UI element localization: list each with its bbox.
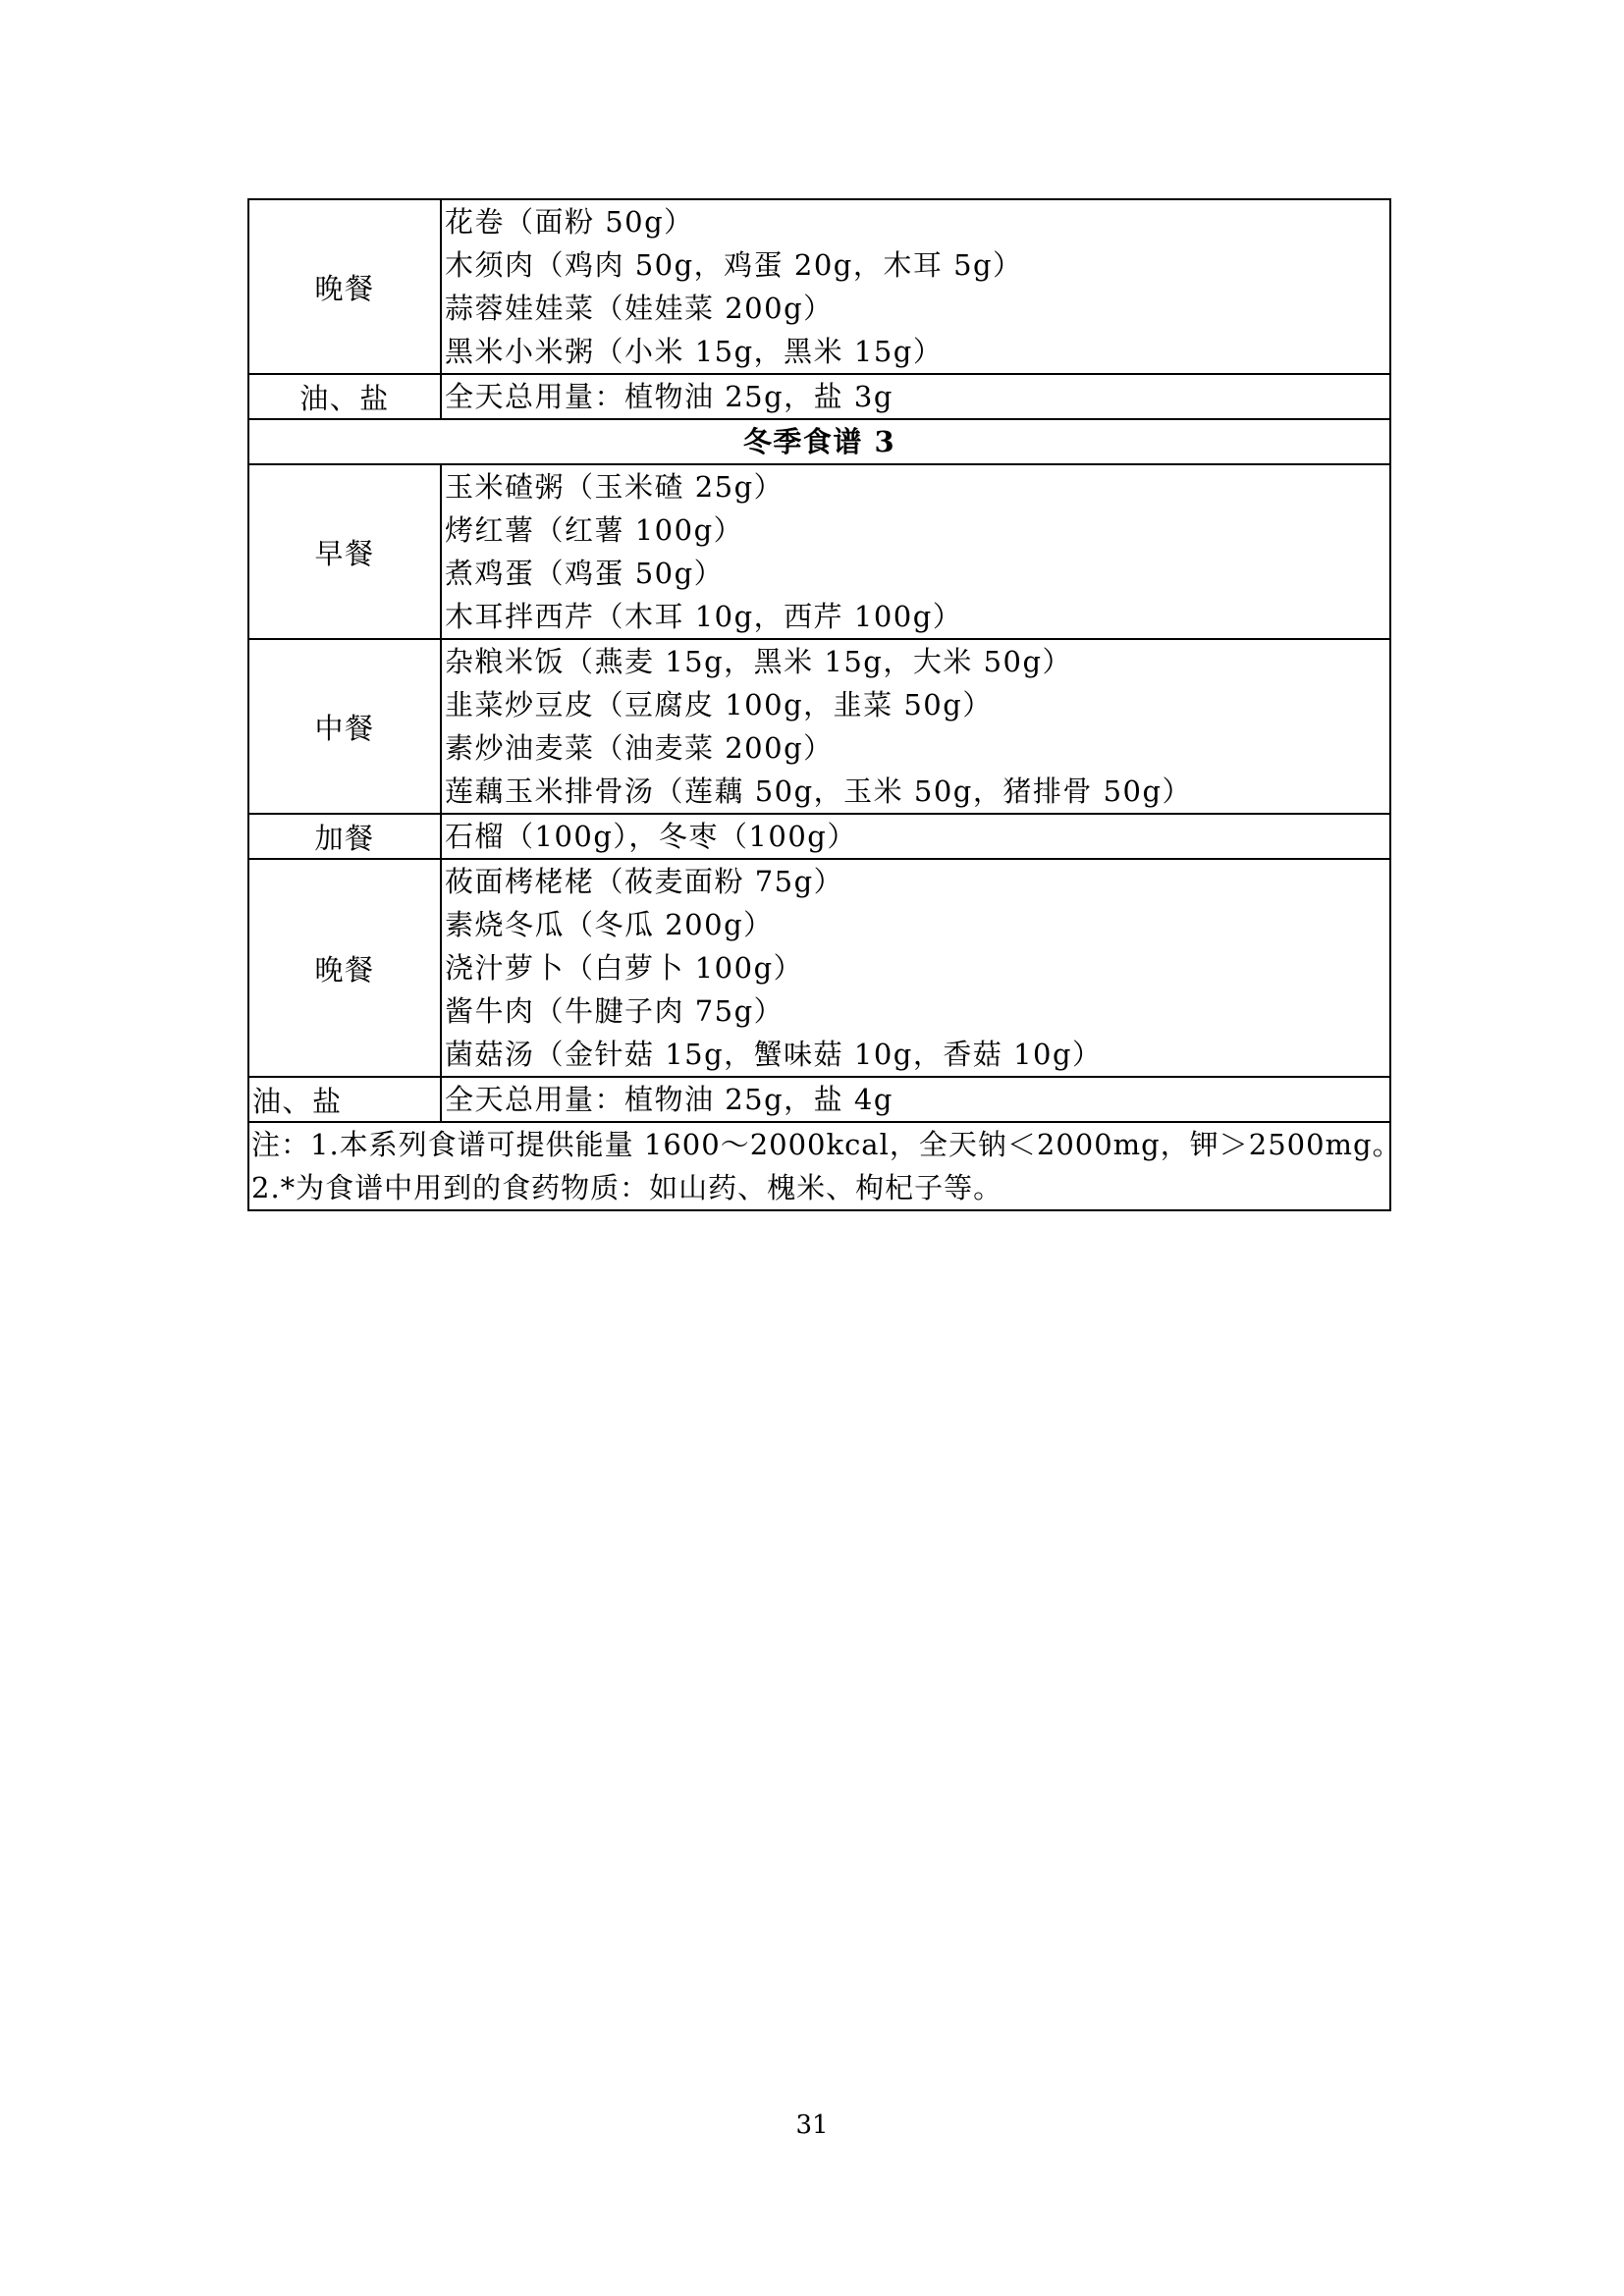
meal-items: [441, 814, 1390, 859]
menu-item: 素烧冬瓜（冬瓜 200g）: [445, 908, 774, 941]
meal-label-snack: 加餐: [248, 814, 441, 859]
menu-item: 浇汁萝卜（白萝卜 100g）: [445, 951, 804, 985]
menu-item: 石榴（100g），冬枣（100g）: [445, 820, 857, 853]
menu-item: 煮鸡蛋（鸡蛋 50g）: [445, 557, 725, 590]
menu-item: 蒜蓉娃娃菜（娃娃菜 200g）: [445, 292, 834, 325]
table-row: [248, 859, 1390, 1077]
meal-items: [441, 199, 1390, 374]
section-title: 冬季食谱 3: [248, 419, 1390, 464]
table-row: [248, 374, 1390, 419]
table-row: [248, 639, 1390, 814]
meal-items: [441, 639, 1390, 814]
meal-label-oil-salt: 油、盐: [248, 1077, 441, 1122]
menu-item: 韭菜炒豆皮（豆腐皮 100g，韭菜 50g）: [445, 688, 993, 721]
notes: [248, 1122, 1402, 1210]
menu-item: 莲藕玉米排骨汤（莲藕 50g，玉米 50g，猪排骨 50g）: [445, 774, 1193, 808]
table-row: [248, 1122, 1390, 1210]
menu-item: 花卷（面粉 50g）: [445, 205, 694, 239]
menu-item: 木耳拌西芹（木耳 10g，西芹 100g）: [445, 600, 963, 633]
note-line: 注：1.本系列食谱可提供能量 1600～2000kcal，全天钠＜2000mg，钾＞2500mg。: [251, 1128, 1402, 1161]
menu-item: 木须肉（鸡肉 50g，鸡蛋 20g，木耳 5g）: [445, 248, 1023, 282]
menu-item: 全天总用量：植物油 25g，盐 3g: [445, 380, 893, 413]
menu-item: 菌菇汤（金针菇 15g，蟹味菇 10g，香菇 10g）: [445, 1038, 1103, 1071]
table-row: [248, 419, 1390, 464]
meal-label-oil-salt: 油、盐: [248, 374, 441, 419]
meal-items: [441, 374, 1390, 419]
menu-item: 素炒油麦菜（油麦菜 200g）: [445, 731, 834, 765]
table-row: [248, 199, 1390, 374]
table-row: [248, 814, 1390, 859]
menu-item: 烤红薯（红薯 100g）: [445, 513, 744, 547]
menu-item: 黑米小米粥（小米 15g，黑米 15g）: [445, 335, 944, 368]
table-row: [248, 464, 1390, 639]
menu-item: 酱牛肉（牛腱子肉 75g）: [445, 994, 785, 1028]
meal-items: [441, 859, 1390, 1077]
menu-item: 全天总用量：植物油 25g，盐 4g: [445, 1083, 893, 1116]
page-number: 31: [795, 2110, 829, 2140]
meal-items: [441, 464, 1390, 639]
table-row: [248, 1077, 1390, 1122]
meal-label-dinner: 晚餐: [248, 859, 441, 1077]
note-line: 2.*为食谱中用到的食药物质：如山药、槐米、枸杞子等。: [251, 1171, 1003, 1204]
meal-label-dinner: 晚餐: [248, 199, 441, 374]
menu-item: 莜面栲栳栳（莜麦面粉 75g）: [445, 865, 844, 898]
menu-item: 玉米碴粥（玉米碴 25g）: [445, 470, 785, 504]
meal-label-breakfast: 早餐: [248, 464, 441, 639]
meal-label-lunch: 中餐: [248, 639, 441, 814]
meal-items: [441, 1077, 1390, 1122]
menu-item: 杂粮米饭（燕麦 15g，黑米 15g，大米 50g）: [445, 645, 1073, 678]
menu-table: [247, 198, 1402, 1211]
